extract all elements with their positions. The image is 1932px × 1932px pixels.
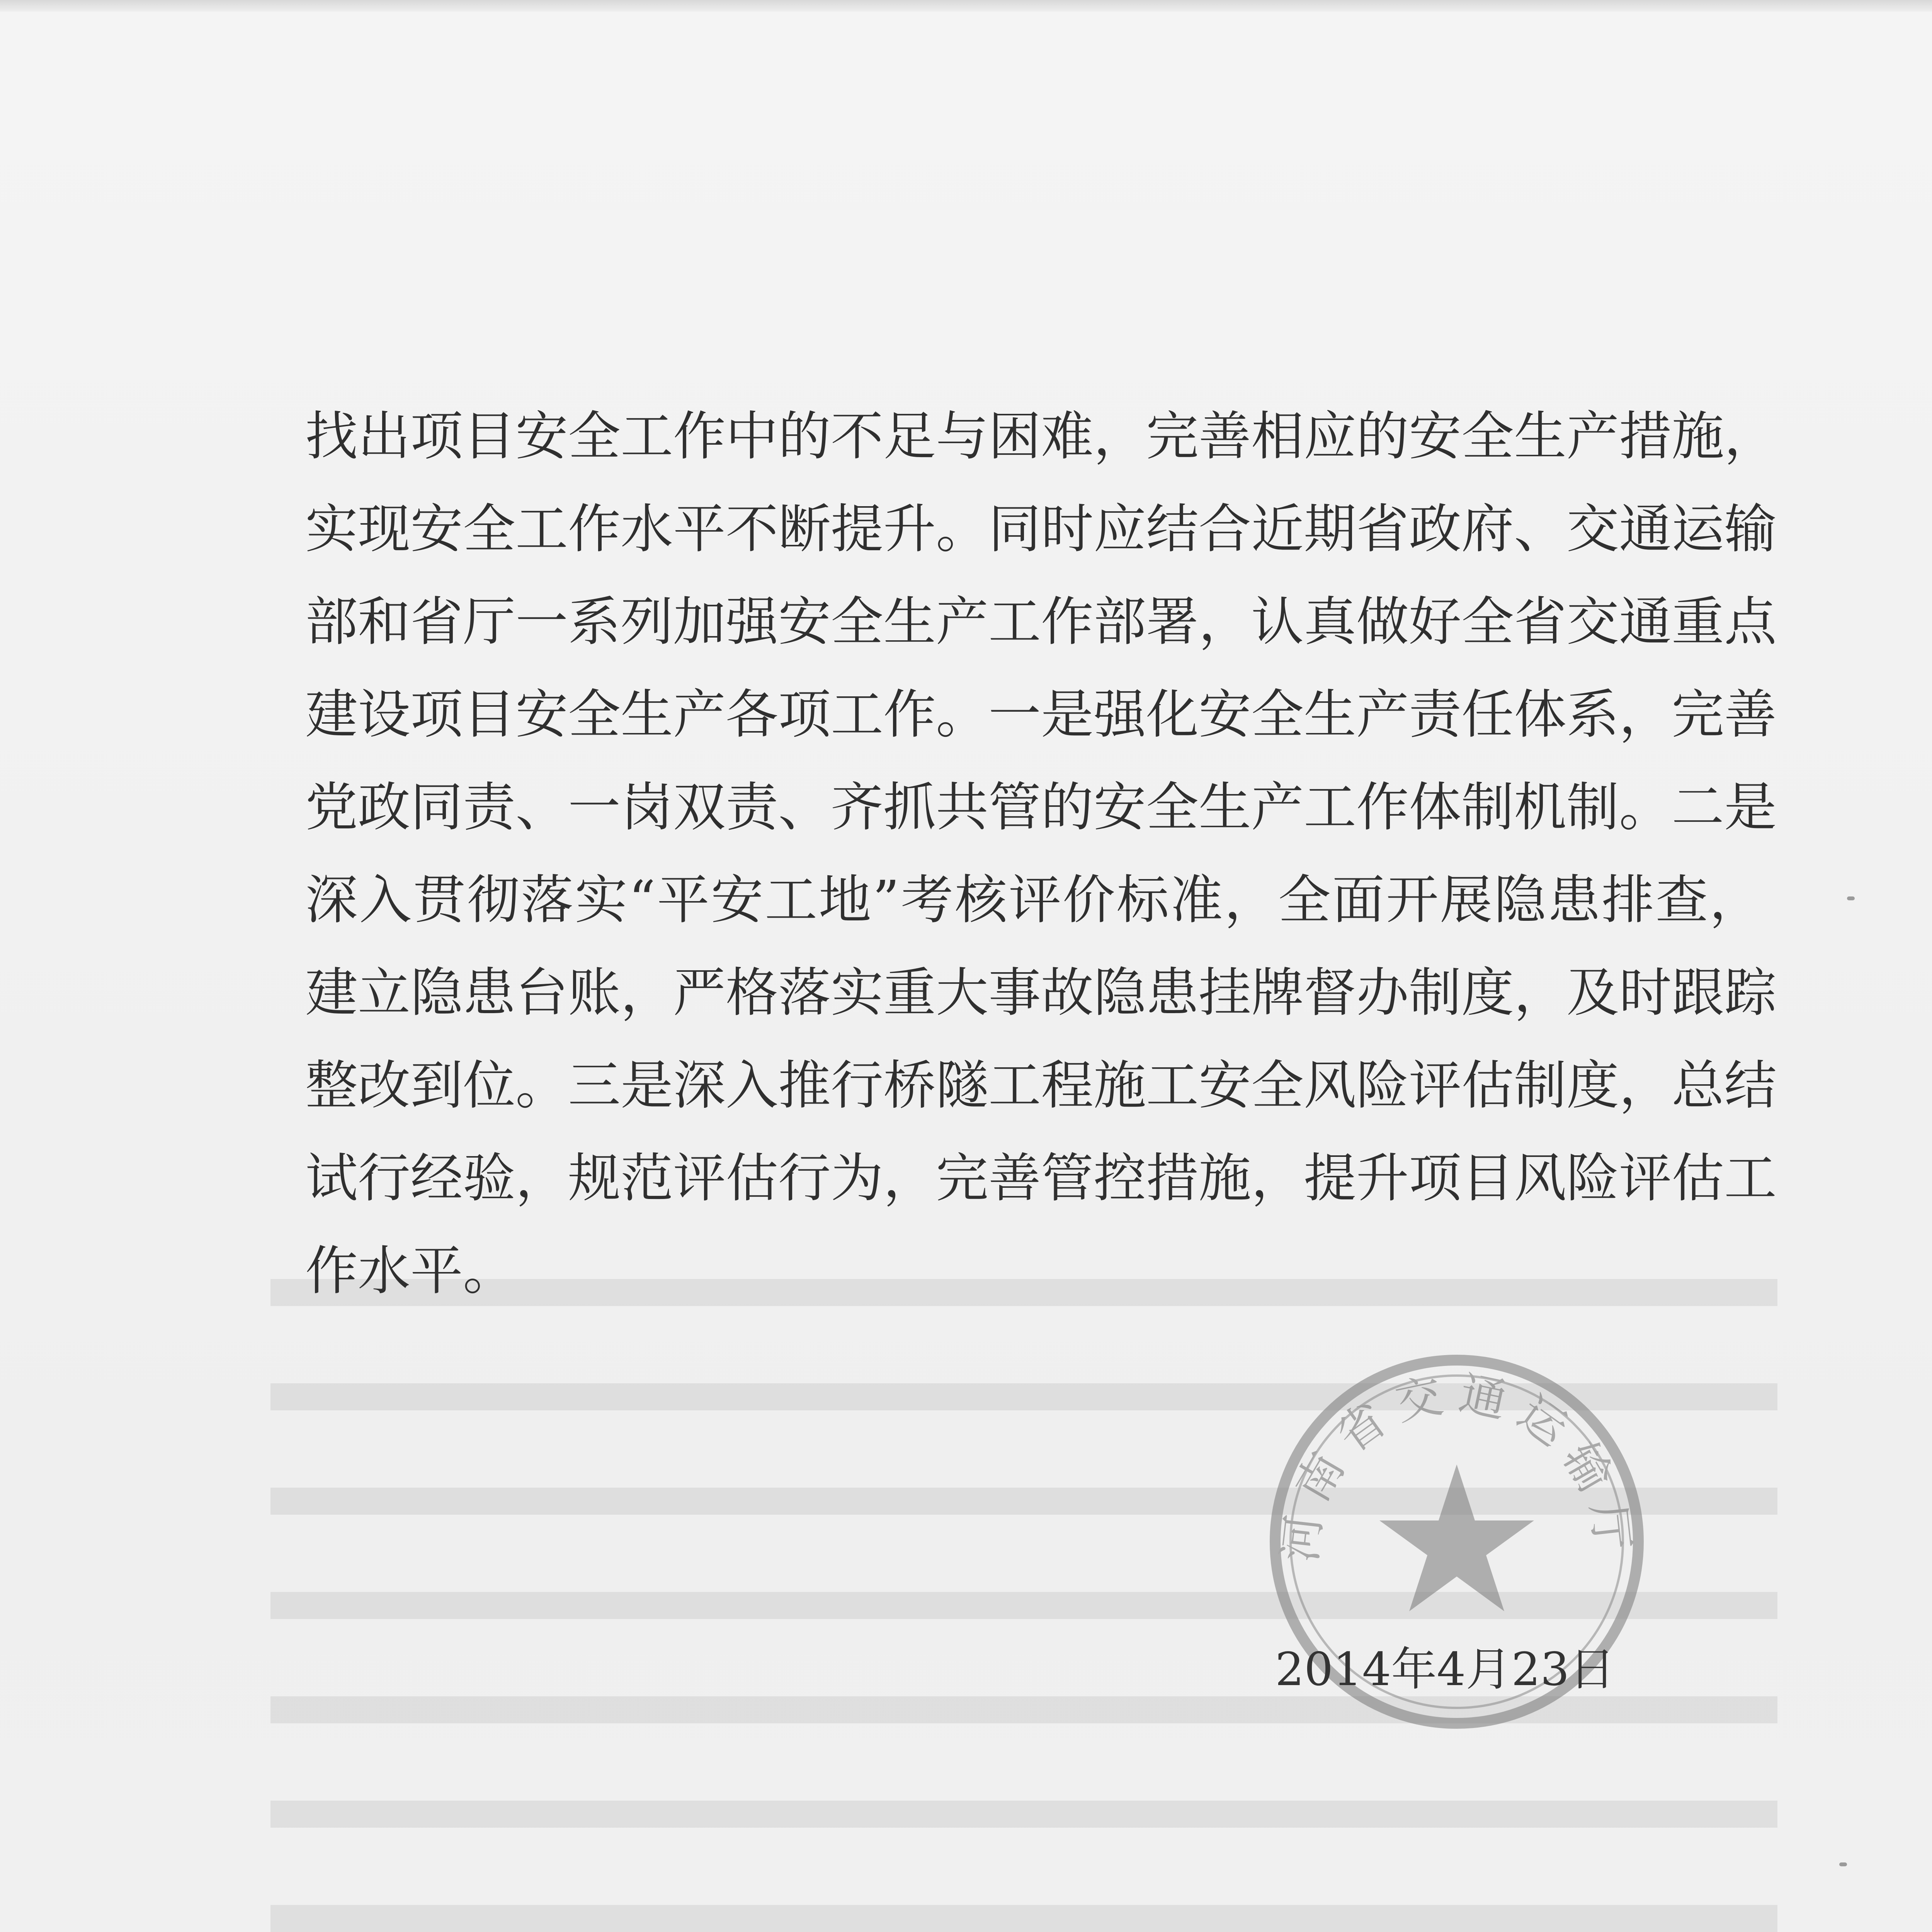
body-line: 建设项目安全生产各项工作。一是强化安全生产责任体系，完善 xyxy=(305,684,1777,745)
body-line: 实现安全工作水平不断提升。同时应结合近期省政府、交通运输 xyxy=(305,499,1777,560)
body-line: 部和省厅一系列加强安全生产工作部署，认真做好全省交通重点 xyxy=(305,592,1777,653)
body-line: 找出项目安全工作中的不足与困难，完善相应的安全生产措施， xyxy=(305,406,1777,467)
body-line: 试行经验，规范评估行为，完善管控措施，提升项目风险评估工 xyxy=(305,1148,1777,1209)
seal-text: 河南省交通运输厅 xyxy=(1273,1366,1641,1565)
body-text xyxy=(305,390,1777,1318)
scan-top-edge xyxy=(0,0,1932,12)
body-line: 作水平。 xyxy=(305,1241,515,1302)
body-line: 建立隐患台账，严格落实重大事故隐患挂牌督办制度，及时跟踪 xyxy=(305,963,1777,1024)
scan-speck xyxy=(1839,1862,1847,1866)
body-line: 深入贯彻落实“平安工地”考核评价标准，全面开展隐患排查， xyxy=(305,870,1762,931)
body-line: 党政同责、一岗双责、齐抓共管的安全生产工作体制机制。二是 xyxy=(305,777,1777,838)
signature-date: 2014年4月23日 xyxy=(1275,1643,1615,1696)
scan-speck xyxy=(1847,896,1855,900)
seal-star-icon xyxy=(1379,1464,1534,1611)
body-line: 整改到位。三是深入推行桥隧工程施工安全风险评估制度，总结 xyxy=(305,1055,1777,1116)
